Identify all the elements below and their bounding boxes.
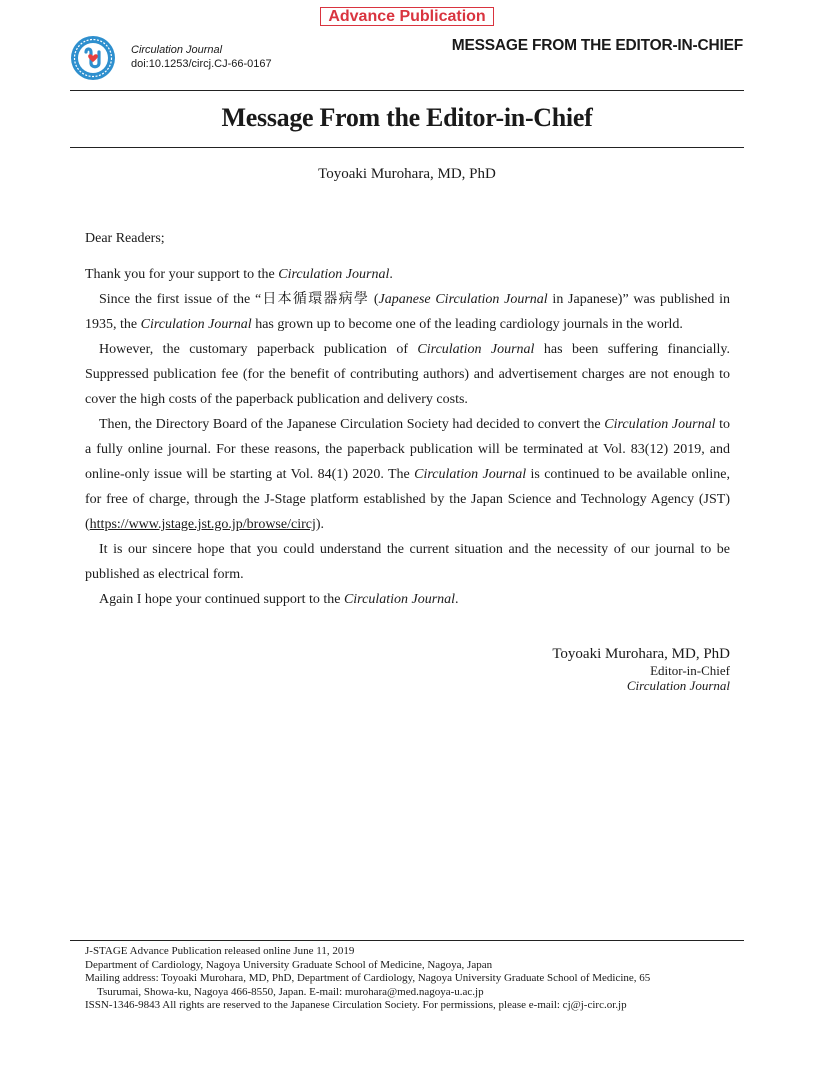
- journal-name-italic: Japanese Circulation Journal: [378, 292, 548, 307]
- text-run: has been suffering financially. Suppressed publication fee (for the benefit of contributing authors) and advertisement charges are not enough to cover the high costs of the paperback publication and delivery costs.: [85, 342, 731, 407]
- header-rule-top: [70, 90, 744, 91]
- paragraph-6: [85, 587, 730, 612]
- paragraph-5: It is our sincere hope that you could understand the current situation and the necessity of our journal to be published as electrical form.: [85, 542, 730, 582]
- footer-issn: ISSN-1346-9843 All rights are reserved to the Japanese Circulation Society. For permissions, please e-mail: cj@j-circ.or.jp: [85, 999, 627, 1011]
- journal-meta: [131, 43, 272, 71]
- text-run: is continued to be available online, for free of charge, through the J-Stage platform established by the Japan Science and Technology Agency (JST) (: [85, 467, 731, 532]
- signature-journal: Circulation Journal: [626, 678, 730, 693]
- journal-name-italic: Circulation Journal: [414, 467, 527, 482]
- text-run: has grown up to become one of the leading cardiology journals in the world.: [251, 317, 683, 332]
- journal-name-italic: Circulation Journal: [417, 342, 535, 357]
- header-rule-bottom: [70, 147, 744, 148]
- signature-name: Toyoaki Murohara, MD, PhD: [552, 646, 730, 662]
- footer-rule: [70, 940, 744, 941]
- journal-name-italic: Circulation Journal: [278, 267, 390, 282]
- jstage-link[interactable]: https://www.jstage.jst.go.jp/browse/circj: [89, 517, 316, 532]
- text-run: .: [455, 592, 459, 607]
- section-heading: MESSAGE FROM THE EDITOR-IN-CHIEF: [451, 37, 743, 54]
- journal-name-italic: Circulation Journal: [604, 417, 716, 432]
- text-run: ).: [315, 517, 325, 532]
- journal-logo-icon: [70, 35, 116, 81]
- journal-name-italic: Circulation Journal: [343, 592, 456, 607]
- doi: doi:10.1253/circj.CJ-66-0167: [131, 58, 272, 70]
- text-run: However, the customary paperback publication of: [99, 342, 418, 357]
- advance-publication-badge: Advance Publication: [320, 7, 494, 26]
- footer-mailing-address: Mailing address: Toyoaki Murohara, MD, PhD, Department of Cardiology, Nagoya University Graduate School of Medicine, 65: [85, 972, 651, 984]
- article-body: [85, 226, 730, 612]
- footer-mailing-address-cont: Tsurumai, Showa-ku, Nagoya 466-8550, Japan. E-mail: murohara@med.nagoya-u.ac.jp: [97, 985, 484, 998]
- signature-role: Editor-in-Chief: [650, 663, 730, 678]
- paragraph-3: [85, 337, 730, 412]
- article-author: Toyoaki Murohara, MD, PhD: [318, 166, 496, 182]
- journal-name-italic: Circulation Journal: [140, 317, 252, 332]
- footer-release-date: J-STAGE Advance Publication released online June 11, 2019: [85, 945, 355, 957]
- paragraph-1: [85, 262, 730, 287]
- text-run: Thank you for your support to the: [85, 267, 279, 282]
- text-run: .: [389, 267, 393, 282]
- text-run: Since the first issue of the “日本循環器病學 (: [99, 292, 379, 307]
- footer-notes: [85, 945, 735, 1013]
- footer-department: Department of Cardiology, Nagoya University Graduate School of Medicine, Nagoya, Japan: [85, 958, 493, 971]
- journal-name: Circulation Journal: [131, 44, 223, 56]
- paragraph-2: [85, 287, 730, 337]
- text-run: to a fully online journal. For these reasons, the paperback publication will be terminated at Vol. 83(12) 2019, and online-only issue will be starting at Vol. 84(1) 2020. The: [85, 417, 731, 482]
- paragraph-4: [85, 412, 730, 537]
- article-title: Message From the Editor-in-Chief: [221, 103, 593, 132]
- text-run: in Japanese)” was published in 1935, the: [85, 292, 731, 332]
- greeting: Dear Readers;: [85, 231, 165, 246]
- signature-block: [552, 645, 730, 693]
- text-run: Again I hope your continued support to the: [99, 592, 344, 607]
- text-run: Then, the Directory Board of the Japanese Circulation Society had decided to convert the: [99, 417, 605, 432]
